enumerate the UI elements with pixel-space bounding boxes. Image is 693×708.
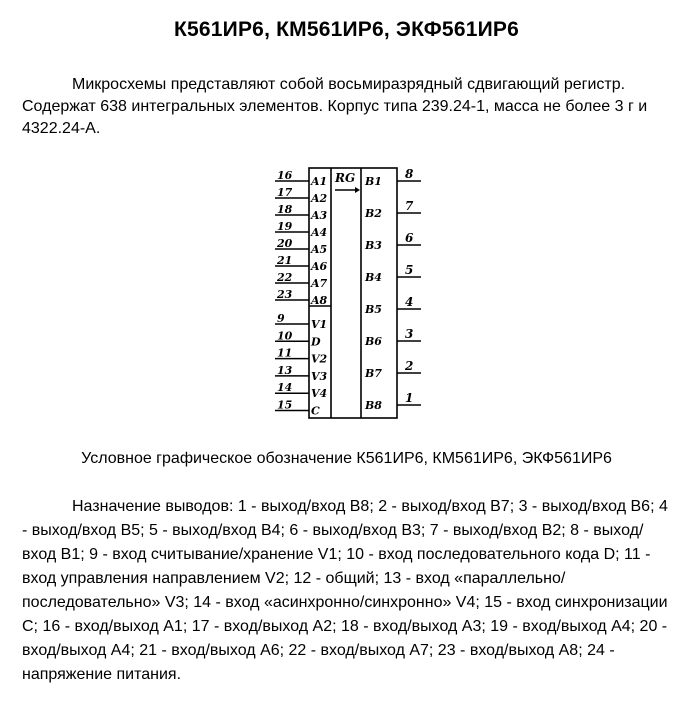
pin-number-right: 1 <box>405 391 414 405</box>
pin-label-left: A4 <box>311 226 328 239</box>
pin-label-right: B7 <box>365 367 382 380</box>
pin-number-left: 15 <box>277 398 293 412</box>
pin-number-left: 16 <box>277 169 293 182</box>
pin-label-left: A1 <box>311 175 328 188</box>
pin-label-right: B3 <box>365 239 382 252</box>
pin-number-left: 13 <box>277 363 293 377</box>
pin-label-left: V3 <box>311 369 328 383</box>
pin-number-left: 19 <box>277 220 293 233</box>
pin-label-right: B6 <box>365 335 382 348</box>
pin-number-left: 21 <box>277 254 293 267</box>
pin-label-left: V1 <box>311 318 328 331</box>
pin-number-left: 9 <box>277 312 285 325</box>
page-title: К561ИР6, КМ561ИР6, ЭКФ561ИР6 <box>174 18 519 41</box>
intro-text: Микросхемы представляют собой восьмиразрядный сдвигающий регистр. Содержат 638 интегральных элементов. Корпус типа 239.24-1, масса не более 3 г и 4322.24-А. <box>22 76 648 137</box>
pinout-paragraph <box>22 495 672 687</box>
pin-label-left: D <box>311 335 321 349</box>
pin-number-right: 5 <box>405 263 414 277</box>
pin-label-left: A7 <box>311 277 328 290</box>
pin-label-right: B1 <box>365 175 382 188</box>
pin-number-left: 18 <box>277 203 293 216</box>
pin-label-left: A5 <box>311 243 328 256</box>
pin-number-right: 4 <box>405 295 414 309</box>
pin-number-right: 8 <box>405 167 414 181</box>
pin-number-left: 11 <box>277 346 293 360</box>
pinout-text: Назначение выводов: 1 - выход/вход B8; 2 - выход/вход B7; 3 - выход/вход B6; 4 - выход/вход B5; 5 - выход/вход B4; 6 - выход/вход B3; 7 - выход/вход B2; 8 - выход/вход B1; 9 - вход считывание/хранение V1; 10 - вход последовательного кода D; 11 - вход управления направлением V2; 12 - общий; 13 - вход «параллельно/последовательно» V3; 14 - вход «асинхронно/синхронно» V4; 15 - вход синхронизации C; 16 - вход/выход A1; 17 - вход/выход A2; 18 - вход/выход A3; 19 - вход/выход A4; 20 - вход/выход A4; 21 - вход/выход A6; 22 - вход/выход A7; 23 - вход/выход A8; 24 - напряжение питания. <box>22 498 668 683</box>
pin-number-left: 17 <box>277 186 293 199</box>
pin-number-left: 10 <box>277 329 293 343</box>
pin-number-right: 7 <box>405 199 414 213</box>
chip-symbol-drawing <box>265 160 425 422</box>
pin-label-left: C <box>311 404 320 418</box>
pin-number-left: 14 <box>277 381 293 395</box>
pin-label-right: B5 <box>365 303 382 316</box>
pin-number-left: 22 <box>277 271 293 284</box>
pin-number-left: 20 <box>277 237 293 250</box>
pin-number-left: 23 <box>277 288 293 301</box>
pin-label-right: B4 <box>365 271 382 284</box>
pin-label-right: B2 <box>365 207 382 220</box>
pin-label-left: V2 <box>311 352 328 366</box>
pin-label-left: A6 <box>311 260 328 273</box>
intro-paragraph <box>22 74 672 140</box>
pin-label-right: B8 <box>365 399 382 412</box>
chip-symbol <box>265 160 425 422</box>
pin-label-left: A3 <box>311 209 328 222</box>
pins <box>275 167 421 418</box>
pin-label-left: A8 <box>311 294 328 307</box>
function-label: RG <box>335 171 356 185</box>
pin-label-left: A2 <box>311 192 328 205</box>
pin-label-left: V4 <box>311 387 328 401</box>
pin-number-right: 3 <box>405 327 414 341</box>
symbol-caption: Условное графическое обозначение К561ИР6, КМ561ИР6, ЭКФ561ИР6 <box>81 450 612 467</box>
shift-arrow-icon <box>335 187 360 193</box>
pin-number-right: 2 <box>405 359 414 373</box>
pin-number-right: 6 <box>405 231 414 245</box>
